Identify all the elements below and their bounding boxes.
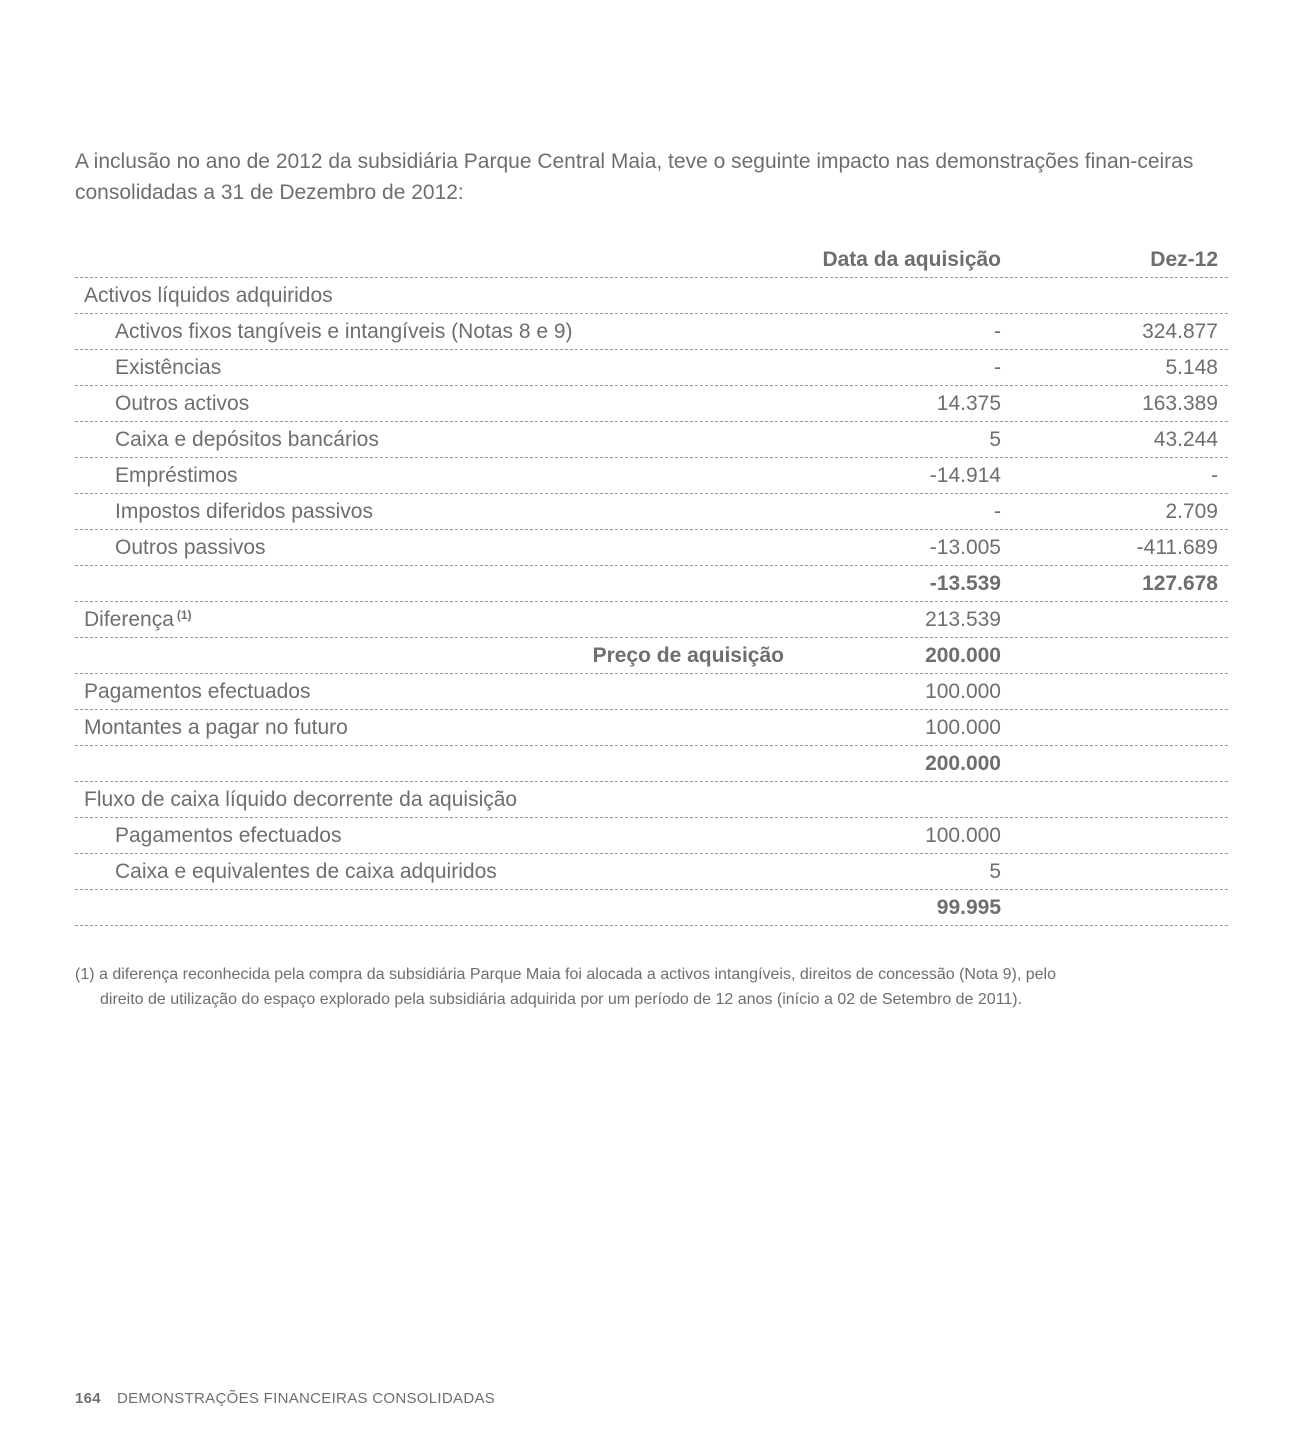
page-footer (75, 1390, 495, 1407)
acquisition-date-subtotal: 200.000 (925, 752, 1001, 775)
acquisition-date-value: -14.914 (929, 464, 1001, 487)
acquisition-date-value: 100.000 (925, 716, 1001, 739)
table-row (75, 494, 1228, 530)
subtotal-row (75, 890, 1228, 926)
subtotal-row (75, 566, 1228, 602)
acquisition-date-subtotal: 99.995 (936, 896, 1001, 919)
row-label: Montantes a pagar no futuro (84, 716, 348, 739)
row-label: Fluxo de caixa líquido decorrente da aquisição (84, 788, 518, 811)
dec-12-value: 43.244 (1153, 428, 1218, 451)
row-label: Activos líquidos adquiridos (84, 284, 333, 307)
table-row (75, 818, 1228, 854)
dec-12-value: -411.689 (1136, 536, 1218, 559)
dec-12-value: 163.389 (1142, 392, 1218, 415)
row-label: Outros activos (115, 392, 250, 415)
table-row (75, 458, 1228, 494)
acquisition-date-value: 14.375 (936, 392, 1001, 415)
table-row (75, 314, 1228, 350)
table-row (75, 854, 1228, 890)
footnote-line-1: (1) a diferença reconhecida pela compra da subsidiária Parque Maia foi alocada a activos intangíveis, direitos de concessão (Nota 9), pelo (75, 966, 1056, 983)
table-row (75, 422, 1228, 458)
acquisition-date-value: 100.000 (925, 824, 1001, 847)
difference-label: Diferença (84, 608, 174, 631)
footnote-line-2: direito de utilização do espaço explorado pela subsidiária adquirida por um período de 12 anos (início a 02 de Setembro de 2011). (100, 991, 1023, 1008)
dec-12-value: 5.148 (1165, 356, 1218, 379)
row-label: Activos fixos tangíveis e intangíveis (Notas 8 e 9) (115, 320, 573, 343)
table-row (75, 638, 1228, 674)
intro-paragraph: A inclusão no ano de 2012 da subsidiária Parque Central Maia, teve o seguinte impacto nas demonstrações finan-ceiras consolidadas a 31 de Dezembro de 2012: (75, 150, 1194, 204)
acquisition-date-value: 100.000 (925, 680, 1001, 703)
subtotal-row (75, 746, 1228, 782)
page-number: 164 (75, 1390, 101, 1407)
acquisition-date-value: - (994, 320, 1001, 343)
section-title: DEMONSTRAÇÕES FINANCEIRAS CONSOLIDADAS (116, 1390, 496, 1407)
footnote (75, 962, 1215, 1012)
table-row (75, 710, 1228, 746)
row-label: Caixa e depósitos bancários (115, 428, 379, 451)
acquisition-date-subtotal: -13.539 (929, 572, 1001, 595)
acquisition-price-value: 200.000 (925, 644, 1001, 667)
table-row (75, 602, 1228, 638)
dec-12-subtotal: 127.678 (1142, 572, 1218, 595)
table-row (75, 350, 1228, 386)
row-label: Impostos diferidos passivos (115, 500, 373, 523)
acquisition-price-label: Preço de aquisição (592, 644, 784, 667)
acquisition-date-value: 5 (989, 428, 1001, 451)
row-label: Caixa e equivalentes de caixa adquiridos (115, 860, 497, 883)
table-row (75, 674, 1228, 710)
acquisition-date-value: 213.539 (925, 608, 1001, 631)
row-label: Empréstimos (115, 464, 238, 487)
acquisition-date-value: - (994, 500, 1001, 523)
header-dec-12: Dez-12 (1150, 248, 1218, 271)
row-label: Pagamentos efectuados (115, 824, 342, 847)
acquisition-date-value: 5 (989, 860, 1001, 883)
table-row (75, 530, 1228, 566)
table-row (75, 278, 1228, 314)
table-row (75, 782, 1228, 818)
acquisition-table (75, 240, 1228, 926)
row-label: Outros passivos (115, 536, 266, 559)
acquisition-date-value: -13.005 (929, 536, 1001, 559)
row-label (84, 608, 192, 632)
row-label: Existências (115, 356, 222, 379)
table-row (75, 386, 1228, 422)
footnote-marker: (1) (176, 608, 192, 622)
header-acquisition-date: Data da aquisição (822, 248, 1001, 271)
acquisition-date-value: - (994, 356, 1001, 379)
dec-12-value: 324.877 (1142, 320, 1218, 343)
dec-12-value: - (1211, 464, 1218, 487)
dec-12-value: 2.709 (1165, 500, 1218, 523)
row-label: Pagamentos efectuados (84, 680, 311, 703)
table-header (75, 240, 1228, 278)
